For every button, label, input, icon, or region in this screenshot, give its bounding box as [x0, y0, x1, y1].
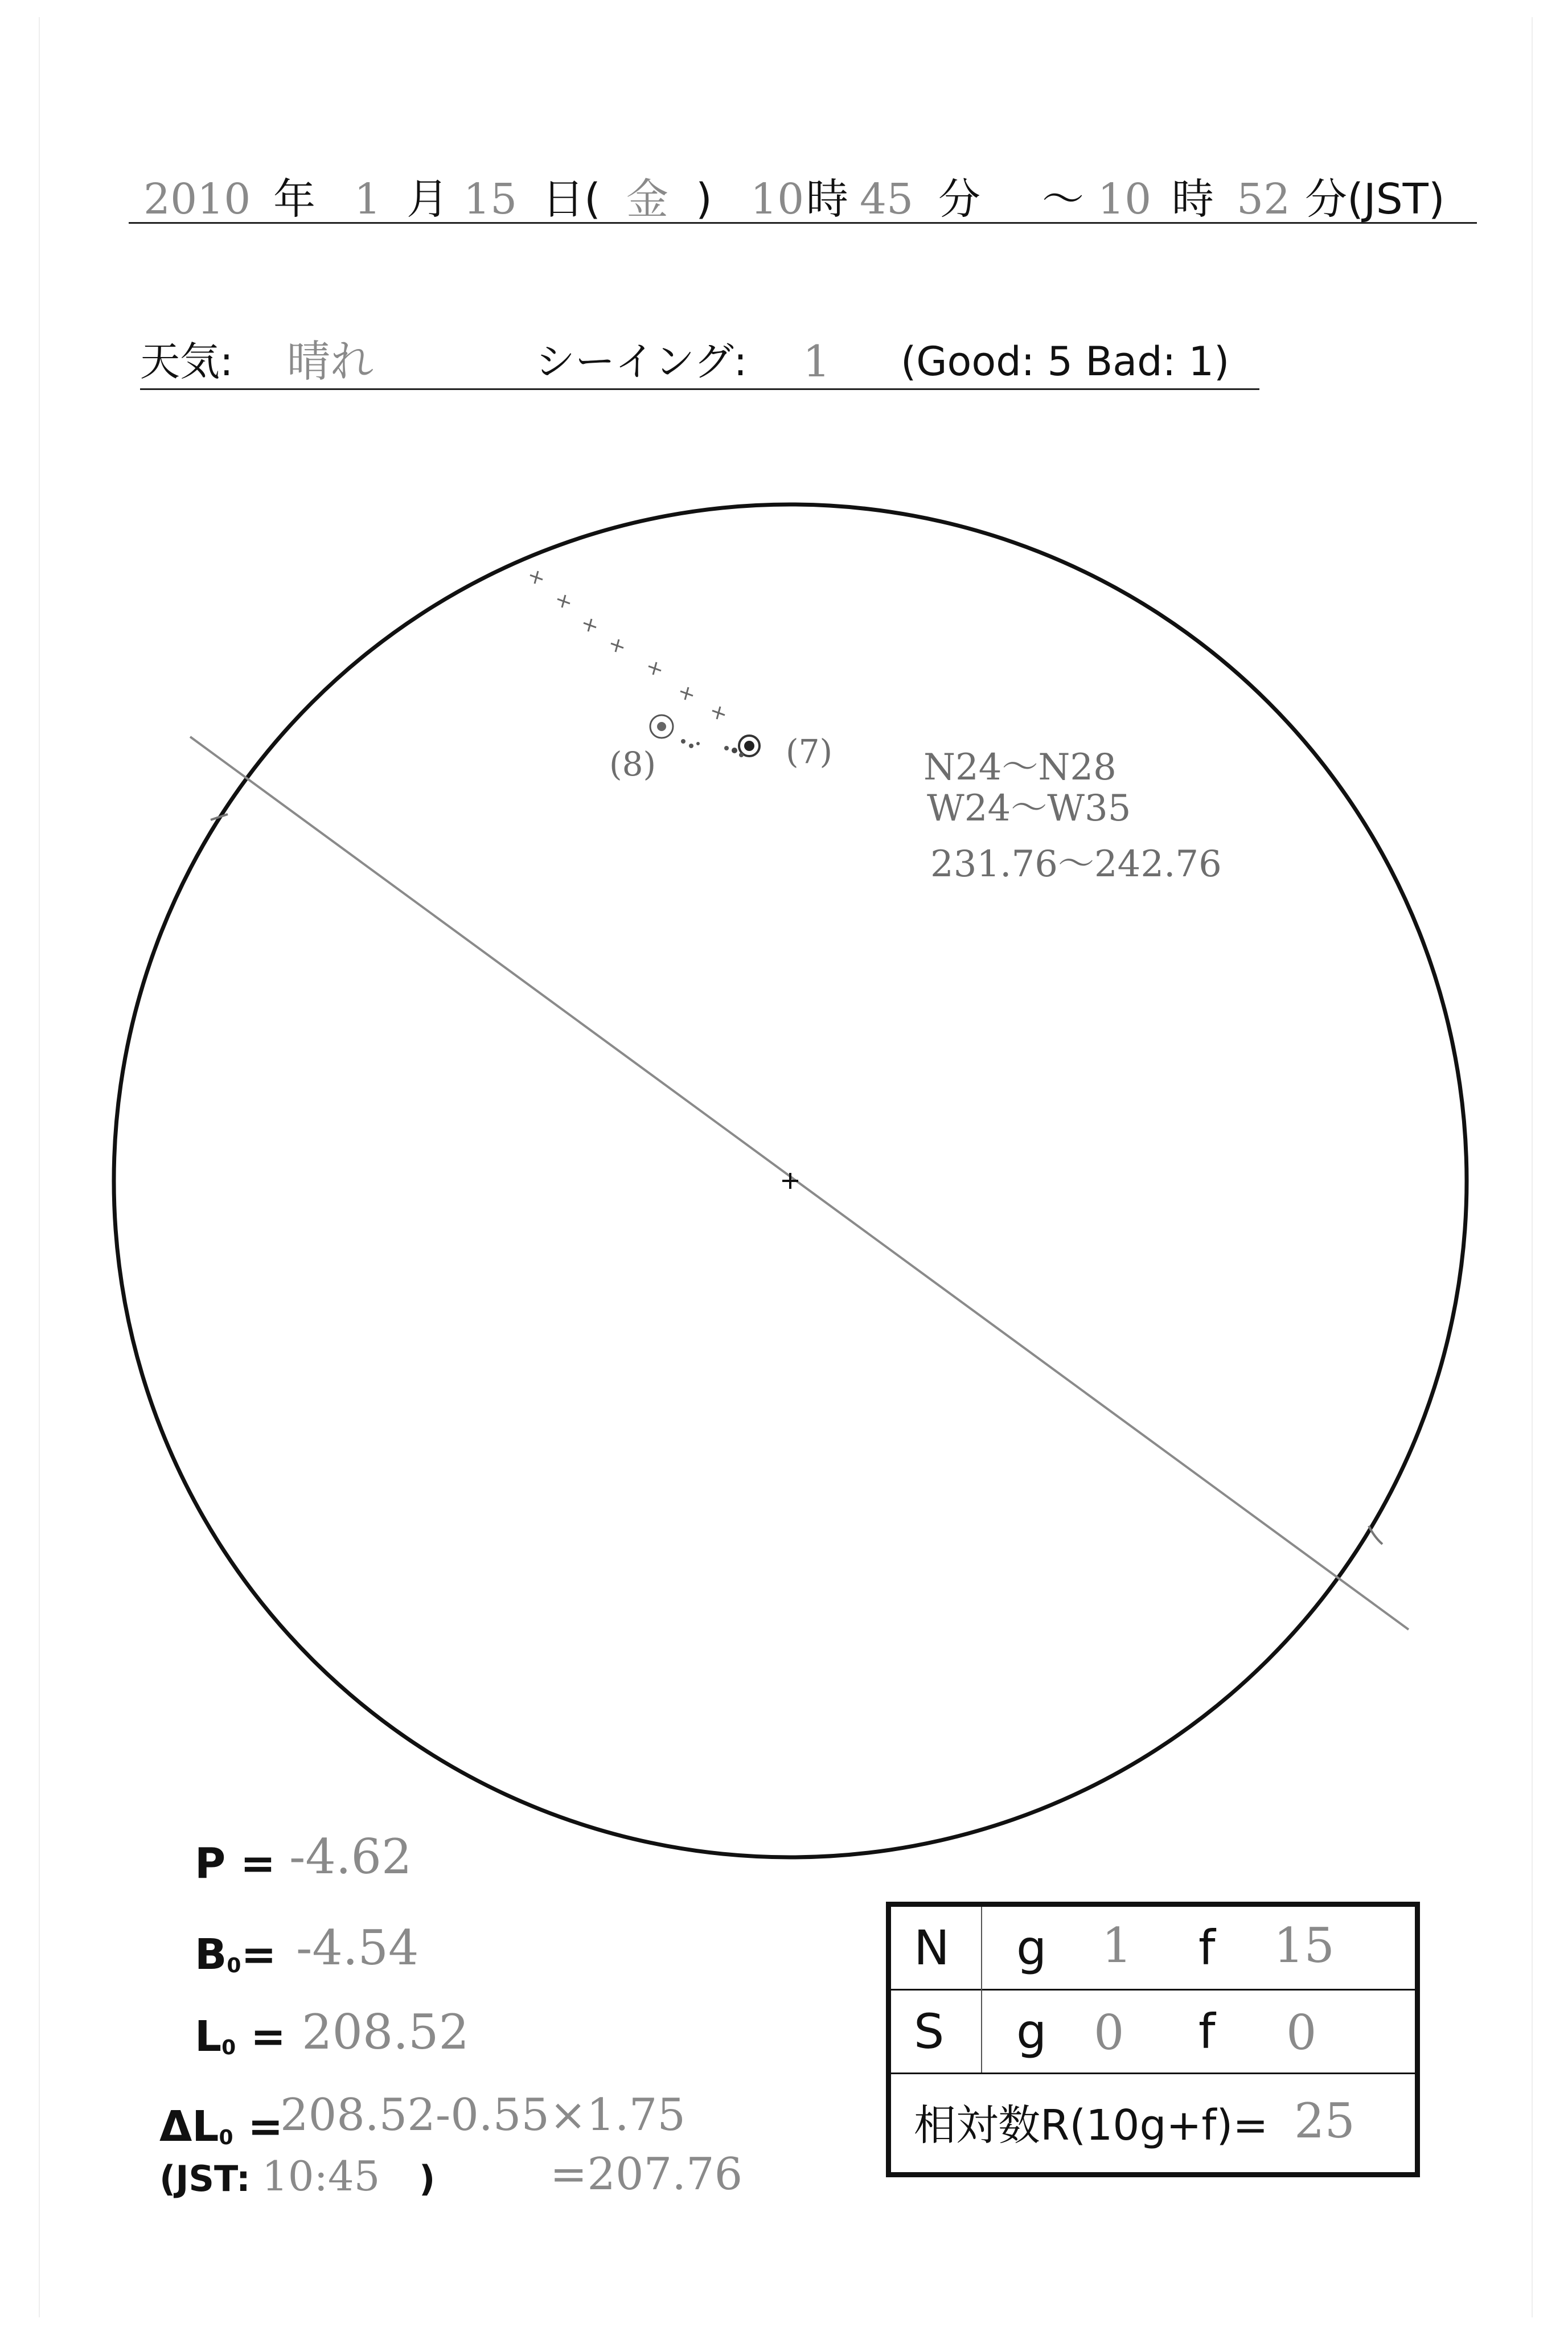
axis-line [190, 737, 1409, 1630]
b0-value: -4.54 [296, 1920, 419, 1976]
month-unit: 月 [407, 175, 449, 224]
trail-marker [584, 619, 596, 631]
time-range-tilde: 〜 [1042, 175, 1084, 224]
p-angle-label: P = [195, 1839, 276, 1888]
seeing-label: シーイング: [535, 338, 748, 385]
b0-label: B0= [195, 1930, 277, 1979]
weekday-close: ) [696, 175, 712, 224]
end-hour-unit: 時 [1172, 175, 1214, 224]
carrington-range-note: 231.76〜242.76 [930, 843, 1222, 885]
north-f-label: f [1198, 1920, 1216, 1976]
delta-l0-result: =207.76 [550, 2149, 743, 2200]
start-minute-unit: 分 [938, 175, 980, 224]
group-trail-markers [530, 571, 725, 719]
south-g-label: g [1016, 2004, 1047, 2059]
seeing-scale: (Good: 5 Bad: 1) [901, 338, 1230, 385]
month-value: 1 [354, 175, 381, 224]
l0-label: L0 = [195, 2012, 286, 2061]
relative-number-value: 25 [1294, 2093, 1355, 2149]
start-hour-value: 10 [750, 175, 804, 224]
north-label: N [914, 1920, 950, 1976]
south-f-label: f [1198, 2004, 1216, 2059]
north-f-value: 15 [1274, 1918, 1335, 1973]
seeing-value: 1 [803, 336, 831, 387]
south-f-value: 0 [1286, 2005, 1317, 2061]
relative-number-label: 相対数R(10g+f)= [914, 2101, 1269, 2150]
group-7-label: (7) [786, 732, 833, 771]
north-hemisphere-row [891, 1907, 1415, 1991]
jst-close: ) [419, 2158, 436, 2199]
count-label-divider [981, 1907, 982, 2073]
sunspot-group-7 [724, 736, 760, 757]
trail-marker [530, 571, 543, 584]
end-hour-value: 10 [1098, 175, 1152, 224]
longitude-range-note: W24〜W35 [927, 787, 1131, 830]
day-value: 15 [463, 175, 518, 224]
latitude-range-note: N24〜N28 [923, 746, 1117, 789]
delta-l0-expression: 208.52-0.55×1.75 [280, 2090, 686, 2141]
trail-marker [611, 639, 623, 652]
sunspot-count-table [886, 1902, 1420, 2177]
sunspot-group-8 [650, 715, 700, 748]
jst-value: 10:45 [262, 2152, 380, 2200]
p-angle-value: -4.62 [289, 1829, 412, 1885]
weather-value: 晴れ [287, 336, 373, 387]
end-minute-value: 52 [1237, 175, 1291, 224]
trail-marker [557, 595, 570, 608]
weather-label: 天気: [140, 338, 233, 385]
trail-marker [680, 687, 693, 700]
delta-l0-label: ΔL0 = [159, 2102, 284, 2151]
disk-center-cross [782, 1173, 798, 1189]
north-g-label: g [1016, 1920, 1047, 1976]
group-8-label: (8) [609, 745, 656, 783]
south-hemisphere-row [891, 1991, 1415, 2074]
start-minute-value: 45 [860, 175, 914, 224]
trail-marker [712, 707, 725, 719]
year-unit: 年 [273, 175, 315, 224]
jst-label: (JST: [159, 2158, 251, 2199]
day-unit: 日( [542, 175, 601, 224]
l0-value: 208.52 [302, 2004, 469, 2060]
south-g-value: 0 [1094, 2005, 1124, 2061]
end-minute-unit: 分(JST) [1305, 175, 1445, 224]
weekday-value: 金 [626, 175, 668, 224]
north-g-value: 1 [1102, 1918, 1132, 1973]
trail-marker [648, 662, 661, 675]
axis-tick-right [1369, 1526, 1382, 1544]
start-hour-unit: 時 [806, 175, 848, 224]
south-label: S [914, 2004, 945, 2059]
year-value: 2010 [143, 175, 251, 224]
